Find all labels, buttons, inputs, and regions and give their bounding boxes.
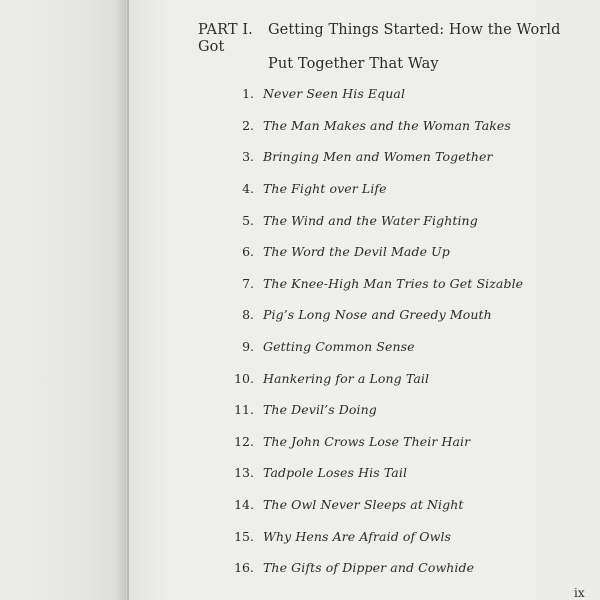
part-label: PART I. — [198, 22, 253, 38]
contents-list — [228, 78, 568, 584]
entry-title: The Owl Never Sleeps at Night — [263, 497, 464, 513]
entry-title: The Man Makes and the Woman Takes — [263, 117, 511, 133]
entry-number: 4. — [242, 181, 254, 197]
contents-entry — [228, 141, 568, 173]
entry-number: 2. — [242, 117, 254, 133]
contents-entry — [228, 78, 568, 110]
contents-entry — [228, 362, 568, 394]
contents-entry — [228, 394, 568, 426]
contents-entry — [228, 552, 568, 584]
contents-entry — [228, 299, 568, 331]
contents-entry — [228, 520, 568, 552]
entry-number: 14. — [234, 497, 254, 513]
entry-title: The Word the Devil Made Up — [263, 244, 450, 260]
entry-number: 15. — [234, 528, 254, 544]
entry-title: The Knee-High Man Tries to Get Sizable — [263, 275, 524, 291]
contents-entry — [228, 236, 568, 268]
entry-number: 11. — [234, 402, 254, 418]
entry-title: The Devil’s Doing — [263, 402, 377, 418]
contents-entry — [228, 204, 568, 236]
contents-entry — [228, 268, 568, 300]
contents-entry — [228, 426, 568, 458]
entry-number: 8. — [242, 307, 254, 323]
entry-title: The Fight over Life — [263, 181, 387, 197]
contents-entry — [228, 110, 568, 142]
entry-number: 12. — [234, 433, 254, 449]
contents-entry — [228, 457, 568, 489]
entry-number: 7. — [242, 275, 254, 291]
entry-title: Getting Common Sense — [263, 339, 415, 355]
part-title-line1: Getting Things Started: How the World Got — [198, 22, 561, 55]
contents-entry — [228, 173, 568, 205]
entry-number: 1. — [242, 86, 254, 102]
entry-number: 5. — [242, 212, 254, 228]
entry-number: 6. — [242, 244, 254, 260]
part-title-line2: Put Together That Way — [268, 56, 439, 72]
entry-title: Bringing Men and Women Together — [263, 149, 493, 165]
entry-title: The Wind and the Water Fighting — [263, 212, 478, 228]
entry-title: Tadpole Loses His Tail — [263, 465, 408, 481]
contents-entry — [228, 331, 568, 363]
entry-title: Pig’s Long Nose and Greedy Mouth — [263, 307, 492, 323]
contents-entry — [228, 489, 568, 521]
entry-number: 10. — [234, 370, 254, 386]
page-number: ix — [574, 586, 585, 600]
part-heading — [198, 22, 588, 73]
entry-title: The Gifts of Dipper and Cowhide — [263, 560, 475, 576]
left-page — [0, 0, 126, 600]
entry-title: Hankering for a Long Tail — [263, 370, 430, 386]
entry-title: Never Seen His Equal — [263, 86, 406, 102]
entry-title: The John Crows Lose Their Hair — [263, 433, 471, 449]
entry-number: 9. — [242, 339, 254, 355]
entry-number: 16. — [234, 560, 254, 576]
entry-number: 13. — [234, 465, 254, 481]
entry-title: Why Hens Are Afraid of Owls — [263, 528, 452, 544]
entry-number: 3. — [242, 149, 254, 165]
